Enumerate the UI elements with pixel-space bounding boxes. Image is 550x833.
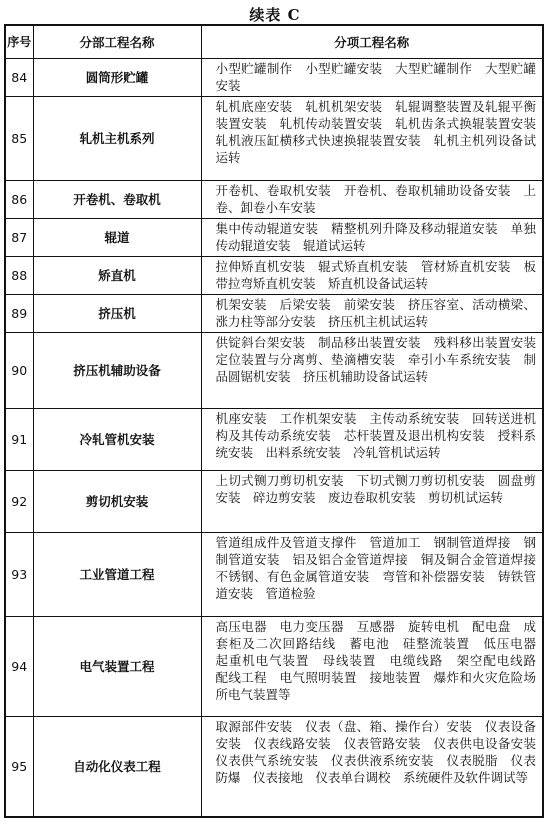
row-category: 圆筒形贮罐 [33,59,201,97]
row-items: 机座安装 工作机架安装 主传动系统安装 回转送进机构及其传动系统安装 芯杆装置及退出机构安装 授料系统安装 出料系统安装 冷轧管机试运转 [201,409,543,471]
table-row [5,181,543,219]
row-items: 上切式铡刀剪切机安装 下切式铡刀剪切机安装 圆盘剪安装 碎边剪安装 废边卷取机安装 剪切机试运转 [201,471,543,533]
row-category: 轧机主机系列 [33,97,201,181]
row-no: 92 [5,471,33,533]
row-items: 小型贮罐制作 小型贮罐安装 大型贮罐制作 大型贮罐安装 [201,59,543,97]
row-category: 开卷机、卷取机 [33,181,201,219]
row-no: 85 [5,97,33,181]
project-table [4,24,549,818]
row-no: 87 [5,219,33,257]
row-category: 电气装置工程 [33,617,201,717]
table-row [5,717,543,817]
header-category: 分部工程名称 [33,25,201,59]
table-row [5,333,543,409]
row-items: 机架安装 后梁安装 前梁安装 挤压容室、活动横梁、涨力柱等部分安装 挤压机主机试运转 [201,295,543,333]
row-category: 自动化仪表工程 [33,717,201,817]
row-items: 供锭斜台架安装 制品移出装置安装 残料移出装置安装 定位装置与分离剪、垫滴槽安装 牵引小车系统安装 制品圆锯机安装 挤压机辅助设备试运转 [201,333,543,409]
row-category: 工业管道工程 [33,533,201,617]
table-row [5,257,543,295]
table-row [5,219,543,257]
row-category: 挤压机辅助设备 [33,333,201,409]
table-row [5,471,543,533]
row-no: 89 [5,295,33,333]
row-no: 94 [5,617,33,717]
row-category: 冷轧管机安装 [33,409,201,471]
row-no: 88 [5,257,33,295]
row-items: 开卷机、卷取机安装 开卷机、卷取机辅助设备安装 上卷、卸卷小车安装 [201,181,543,219]
header-no: 序号 [5,25,33,59]
table-row [5,533,543,617]
table-row [5,59,543,97]
row-category: 辊道 [33,219,201,257]
row-no: 91 [5,409,33,471]
row-items: 轧机底座安装 轧机机架安装 轧辊调整装置及轧辊平衡装置安装 轧机传动装置安装 轧机齿条式换辊装置安装 轧机液压缸横移式快速换辊装置安装 轧机主机列设备试运转 [201,97,543,181]
table-row [5,409,543,471]
header-items: 分项工程名称 [201,25,543,59]
row-items: 高压电器 电力变压器 互感器 旋转电机 配电盘 成套柜及二次回路结线 蓄电池 硅整流装置 低压电器 起重机电气装置 母线装置 电缆线路 架空配电线路 配线工程 电气照明装置 接地装置 爆炸和火灾危险场所电气装置等 [201,617,543,717]
row-items: 管道组成件及管道支撑件 管道加工 钢制管道焊接 钢制管道安装 铝及铝合金管道焊接 铜及铜合金管道焊接 不锈钢、有色金属管道安装 弯管和补偿器安装 铸铁管道安装 管道检验 [201,533,543,617]
row-no: 93 [5,533,33,617]
row-no: 95 [5,717,33,817]
table-title: 续表 C [249,6,301,24]
row-items: 集中传动辊道安装 精整机列升降及移动辊道安装 单独传动辊道安装 辊道试运转 [201,219,543,257]
row-category: 矫直机 [33,257,201,295]
table-row [5,97,543,181]
row-category: 剪切机安装 [33,471,201,533]
table-row [5,617,543,717]
row-no: 90 [5,333,33,409]
header-row [5,25,543,59]
row-category: 挤压机 [33,295,201,333]
row-items: 取源部件安装 仪表（盘、箱、操作台）安装 仪表设备安装 仪表线路安装 仪表管路安装 仪表供电设备安装 仪表供气系统安装 仪表供液系统安装 仪表脱脂 仪表防爆 仪表接地 仪表单台调校 系统硬件及软件调试等 [201,717,543,817]
row-no: 84 [5,59,33,97]
row-no: 86 [5,181,33,219]
row-items: 拉伸矫直机安装 辊式矫直机安装 管材矫直机安装 板带拉弯矫直机安装 矫直机设备试运转 [201,257,543,295]
table-row [5,295,543,333]
